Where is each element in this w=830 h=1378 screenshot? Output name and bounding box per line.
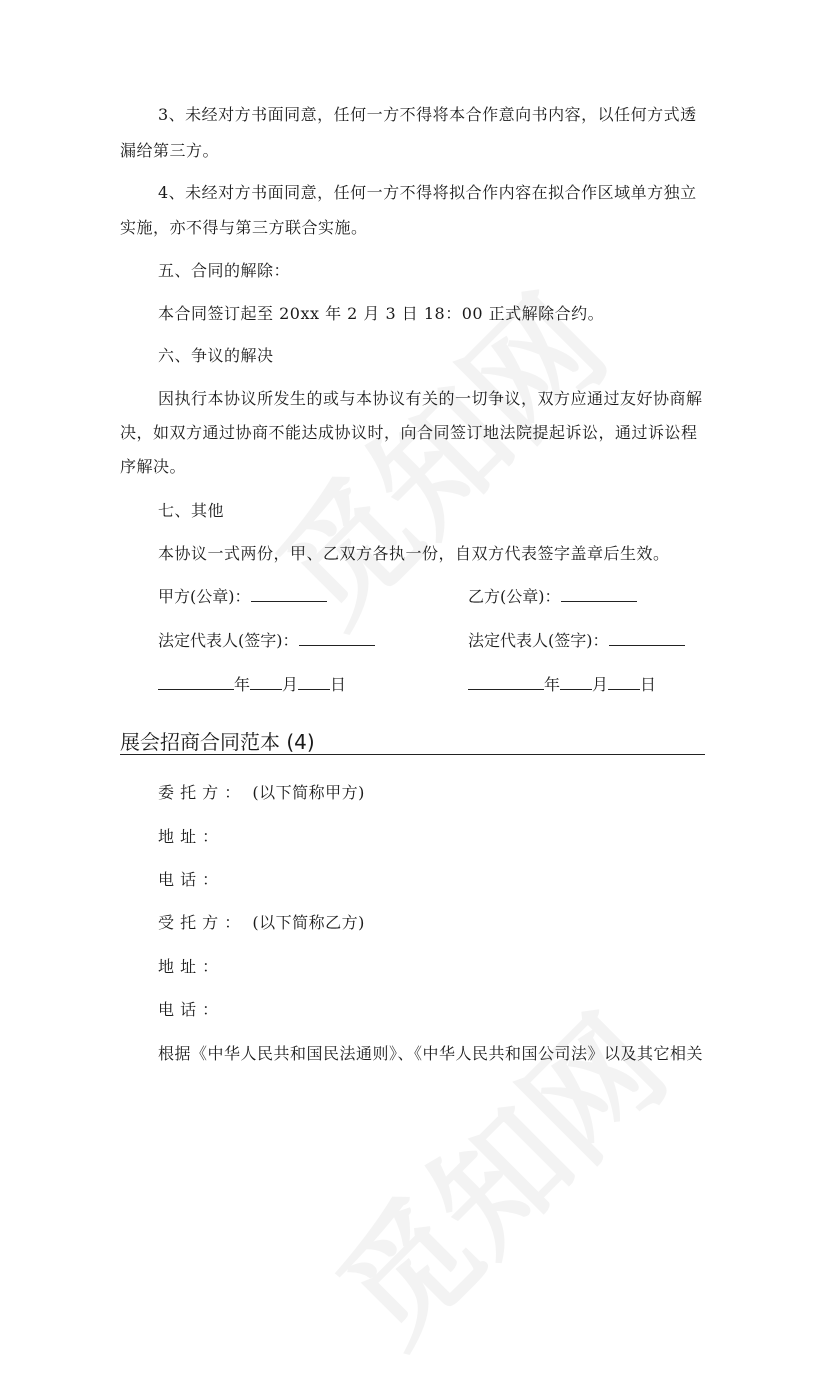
year-label: 年 [544,675,561,694]
rep-a-blank [299,631,375,646]
year-label: 年 [234,675,251,694]
clause-4-line-1: 4、未经对方书面同意，任何一方不得将拟合作内容在拟合作区域单方独立 [158,183,697,202]
section-6-line-3: 序解决。 [120,457,187,476]
section-6-line-1: 因执行本协议所发生的或与本协议有关的一切争议，双方应通过友好协商解 [158,389,703,408]
rep-b-label: 法定代表人(签字)： [468,631,609,650]
month-blank [560,675,592,690]
agent-address-label: 地 址 ： [158,957,219,976]
day-blank [608,675,640,690]
legal-basis: 根据《中华人民共和国民法通则》、《中华人民共和国公司法》以及其它相关 [158,1044,704,1063]
party-b-label: 乙方(公章)： [468,587,561,606]
clause-3-line-2: 漏给第三方。 [120,141,220,160]
party-b-blank [561,587,637,602]
party-a-date [158,674,346,696]
rep-a-label: 法定代表人(签字)： [158,631,299,650]
agent-label: 受 托 方 ： [158,913,241,932]
client-label: 委 托 方 ： [158,783,241,802]
section-5-title: 五、合同的解除： [158,261,291,280]
clause-3-line-1: 3、未经对方书面同意，任何一方不得将本合作意向书内容，以任何方式透 [158,105,697,124]
section-7-body: 本协议一式两份，甲、乙双方各执一份，自双方代表签字盖章后生效。 [158,544,670,563]
day-label: 日 [330,675,347,694]
day-blank [298,675,330,690]
agent-line [158,912,365,934]
agent-note: (以下简称乙方) [252,913,365,932]
year-blank [158,675,234,690]
party-a-label: 甲方(公章)： [158,587,251,606]
section-6-title: 六、争议的解决 [158,346,274,365]
party-b-seal [468,586,637,608]
party-a-representative [158,630,375,652]
rep-b-blank [609,631,685,646]
section-6-line-2: 决，如双方通过协商不能达成协议时，向合同签订地法院提起诉讼，通过诉讼程 [120,423,698,442]
agent-phone-label: 电 话 ： [158,1000,219,1019]
client-line [158,782,365,804]
year-blank [468,675,544,690]
client-phone-label: 电 话 ： [158,870,219,889]
party-b-representative [468,630,685,652]
party-a-blank [251,587,327,602]
month-label: 月 [282,675,299,694]
party-a-seal [158,586,327,608]
party-b-date [468,674,656,696]
day-label: 日 [640,675,657,694]
month-label: 月 [592,675,609,694]
section-heading: 展会招商合同范本 (4) [120,730,705,755]
client-note: (以下简称甲方) [252,783,365,802]
month-blank [250,675,282,690]
section-5-body: 本合同签订起至 20xx 年 2 月 3 日 18：00 正式解除合约。 [158,304,605,323]
client-address-label: 地 址 ： [158,827,219,846]
section-7-title: 七、其他 [158,501,225,520]
clause-4-line-2: 实施，亦不得与第三方联合实施。 [120,218,368,237]
